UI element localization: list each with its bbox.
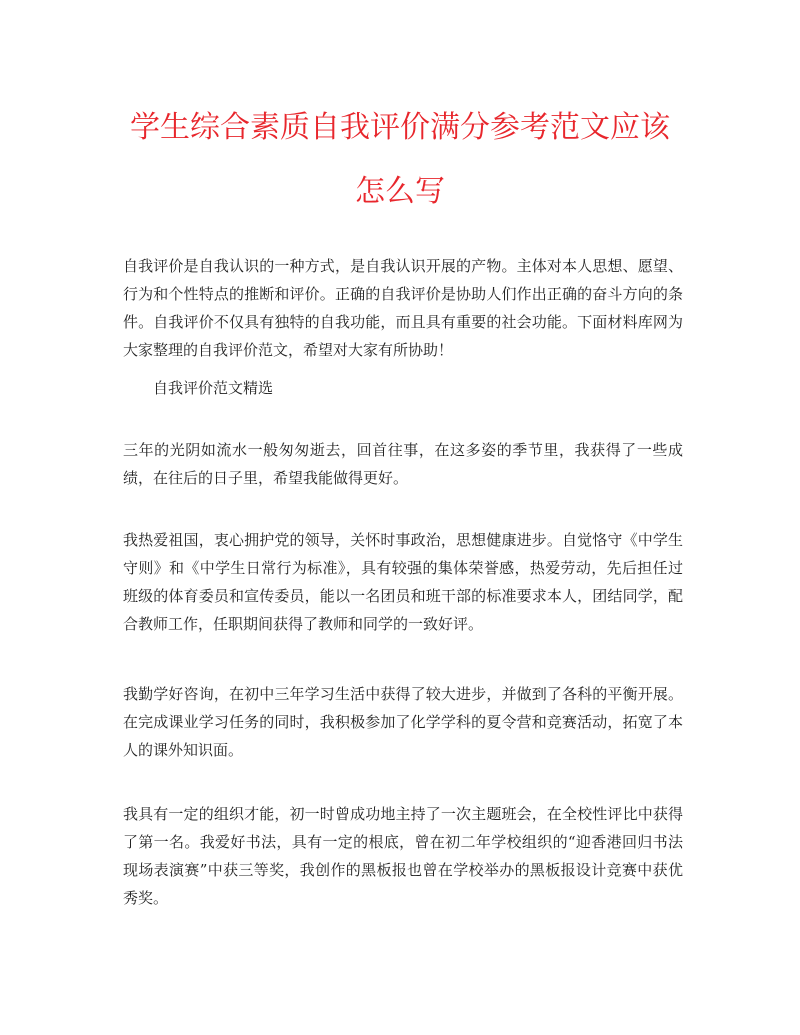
- body-paragraph: 我具有一定的组织才能，初一时曾成功地主持了一次主题班会，在全校性评比中获得了第一名。我爱好书法，具有一定的根底，曾在初二年学校组织的“迎香港回归书法现场表演赛”中获三等奖，我创作的黑板报也曾在学校举办的黑板报设计竞赛中获优秀奖。: [123, 805, 683, 907]
- document-title-line-2: 怎么写: [355, 174, 445, 209]
- body-paragraph: 三年的光阴如流水一般匆匆逝去，回首往事，在这多姿的季节里，我获得了一些成绩，在往后的日子里，希望我能做得更好。: [123, 441, 683, 487]
- document-title-line-1: 学生综合素质自我评价满分参考范文应该: [130, 110, 670, 145]
- body-paragraph: 我勤学好咨询，在初中三年学习生活中获得了较大进步，并做到了各科的平衡开展。在完成课业学习任务的同时，我积极参加了化学学科的夏令营和竞赛活动，拓宽了本人的课外知识面。: [123, 685, 683, 759]
- section-heading: 自我评价范文精选: [153, 379, 274, 397]
- intro-paragraph: 自我评价是自我认识的一种方式，是自我认识开展的产物。主体对本人思想、愿望、行为和个性特点的推断和评价。正确的自我评价是协助人们作出正确的奋斗方向的条件。自我评价不仅具有独特的自我功能，而且具有重要的社会功能。下面材料库网为大家整理的自我评价范文，希望对大家有所协助！: [123, 257, 683, 359]
- body-paragraph: 我热爱祖国，衷心拥护党的领导，关怀时事政治，思想健康进步。自觉恪守《中学生守则》和《中学生日常行为标准》，具有较强的集体荣誉感，热爱劳动，先后担任过班级的体育委员和宣传委员，能以一名团员和班干部的标准要求本人，团结同学，配合教师工作，任职期间获得了教师和同学的一致好评。: [123, 531, 683, 633]
